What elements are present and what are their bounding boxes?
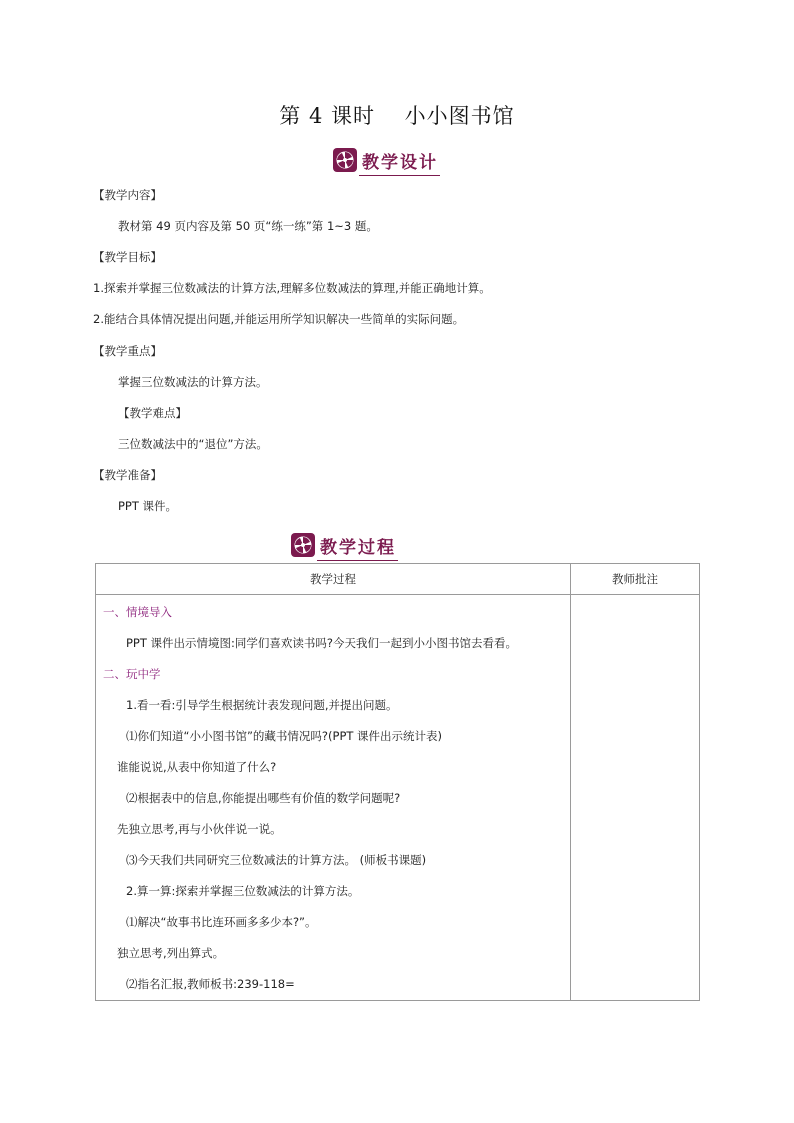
process-line: ⑴解决“故事书比连环画多多少本?”。 xyxy=(126,915,317,929)
teacher-notes-cell xyxy=(571,595,700,1001)
goal-1: 1.探索并掌握三位数减法的计算方法,理解多位数减法的算理,并能正确地计算。 xyxy=(93,281,491,295)
badge-underline xyxy=(317,560,398,561)
goal-2: 2.能结合具体情况提出问题,并能运用所学知识解决一些简单的实际问题。 xyxy=(93,312,465,326)
process-line: 1.看一看:引导学生根据统计表发现问题,并提出问题。 xyxy=(126,698,398,712)
process-cell xyxy=(96,595,571,1001)
process-line: ⑵根据表中的信息,你能提出哪些有价值的数学问题呢? xyxy=(126,791,401,805)
teaching-content-text: 教材第 49 页内容及第 50 页“练一练”第 1~3 题。 xyxy=(118,219,378,233)
heading-teaching-goals: 【教学目标】 xyxy=(93,250,162,264)
key-points-text: 掌握三位数减法的计算方法。 xyxy=(118,375,268,389)
teaching-process-badge xyxy=(291,532,396,558)
process-line: PPT 课件出示情境图:同学们喜欢读书吗?今天我们一起到小小图书馆去看看。 xyxy=(126,636,518,650)
teaching-process-label: 教学过程 xyxy=(320,537,396,558)
process-line: ⑶今天我们共同研究三位数减法的计算方法。 (师板书课题) xyxy=(126,853,427,867)
column-header-notes: 教师批注 xyxy=(571,564,700,595)
heading-key-points: 【教学重点】 xyxy=(93,344,162,358)
difficulties-text: 三位数减法中的“退位”方法。 xyxy=(118,437,268,451)
section-play-learn: 二、玩中学 xyxy=(103,667,161,681)
process-line: 先独立思考,再与小伙伴说一说。 xyxy=(117,822,282,836)
process-line: ⑴你们知道“小小图书馆”的藏书情况吗?(PPT 课件出示统计表) xyxy=(126,729,443,743)
heading-teaching-content: 【教学内容】 xyxy=(93,188,162,202)
heading-preparation: 【教学准备】 xyxy=(93,468,162,482)
process-line: 谁能说说,从表中你知道了什么? xyxy=(117,760,277,774)
process-line: 2.算一算:探索并掌握三位数减法的计算方法。 xyxy=(126,884,360,898)
section-logo-icon xyxy=(291,533,315,557)
lesson-title: 第 4 课时 小小图书馆 xyxy=(279,104,515,128)
teaching-design-badge xyxy=(333,147,438,173)
heading-difficulties: 【教学难点】 xyxy=(118,406,187,420)
teaching-design-label: 教学设计 xyxy=(362,152,438,173)
section-situation-intro: 一、情境导入 xyxy=(103,605,172,619)
badge-underline xyxy=(359,175,440,176)
section-logo-icon xyxy=(333,148,357,172)
preparation-text: PPT 课件。 xyxy=(118,499,178,513)
process-line: ⑵指名汇报,教师板书:239-118= xyxy=(126,977,295,991)
process-line: 独立思考,列出算式。 xyxy=(117,946,225,960)
column-header-process: 教学过程 xyxy=(96,564,571,595)
process-table xyxy=(95,563,700,1001)
